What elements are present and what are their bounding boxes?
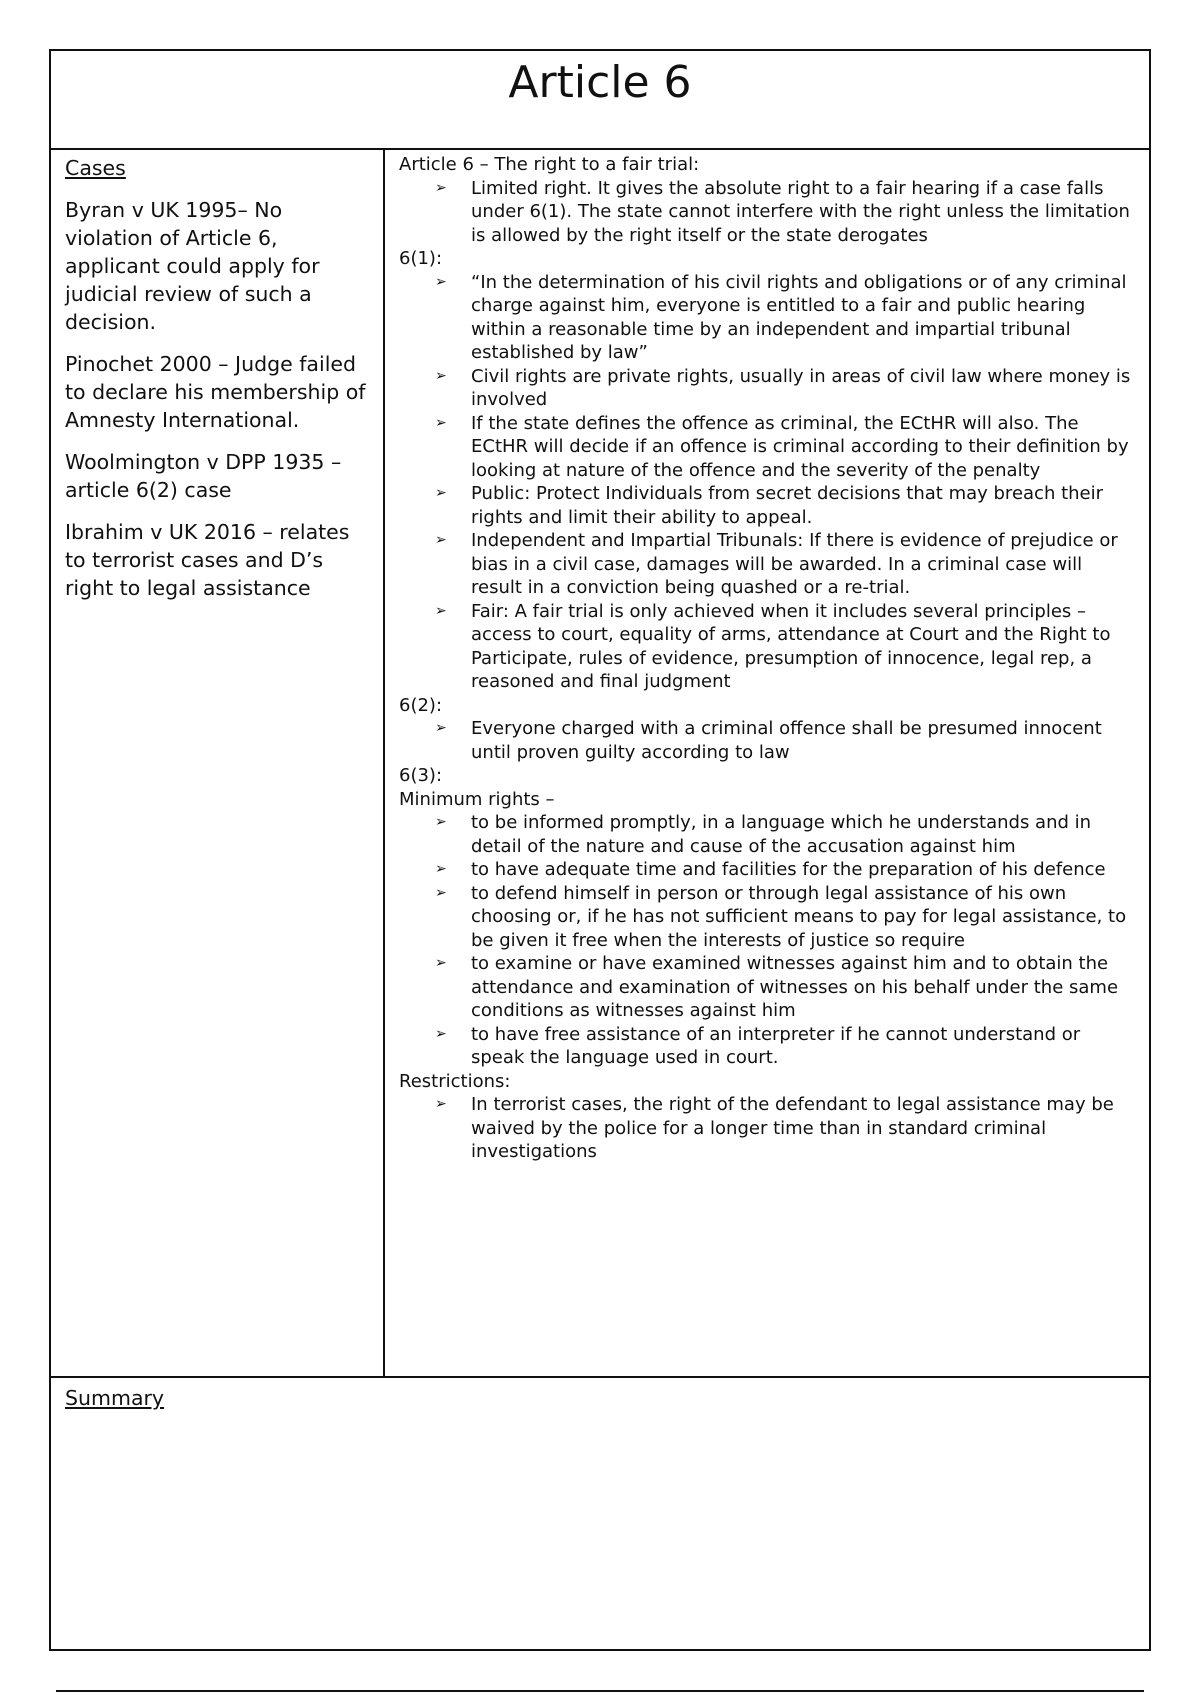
case-item: Pinochet 2000 – Judge failed to declare his membership of Amnesty International.	[65, 352, 366, 432]
case-item: Ibrahim v UK 2016 – relates to terrorist cases and D’s right to legal assistance	[65, 520, 350, 600]
list-item: ➢ Everyone charged with a criminal offence shall be presumed innocent until proven guilty according to law	[435, 718, 1102, 763]
page-title: Article 6	[508, 57, 692, 108]
list-item: ➢ to examine or have examined witnesses against him and to obtain the attendance and examination of witnesses on his behalf under the same conditions as witnesses against him	[435, 953, 1119, 1021]
list-item: ➢ Fair: A fair trial is only achieved when it includes several principles – access to court, equality of arms, attendance at Court and the Right to Participate, rules of evidence, presumption of innocence, legal rep, a reasoned and final judgment	[435, 600, 1111, 692]
notes-intro: Article 6 – The right to a fair trial:	[399, 154, 700, 175]
restrictions-label: Restrictions:	[399, 1070, 511, 1092]
restrictions-list	[399, 1093, 1135, 1164]
arrow-bullet-icon: ➢	[435, 861, 447, 877]
section-6-2-list	[399, 717, 1135, 764]
cases-heading: Cases	[65, 156, 126, 180]
list-item: ➢ If the state defines the offence as criminal, the ECtHR will also. The ECtHR will decide if an offence is criminal according to their definition by looking at nature of the offence and the severity of the penalty	[435, 412, 1129, 481]
list-item: ➢ Civil rights are private rights, usually in areas of civil law where money is involved	[435, 365, 1131, 410]
list-item: ➢ Public: Protect Individuals from secret decisions that may breach their rights and limit their ability to appeal.	[435, 483, 1104, 528]
arrow-bullet-icon: ➢	[435, 414, 447, 431]
summary-heading: Summary	[65, 1386, 165, 1410]
arrow-bullet-icon: ➢	[435, 179, 447, 196]
summary-section	[51, 1376, 1149, 1649]
footer-divider	[56, 1690, 1144, 1692]
arrow-bullet-icon: ➢	[435, 955, 447, 971]
arrow-bullet-icon: ➢	[435, 1096, 447, 1112]
arrow-bullet-icon: ➢	[435, 602, 447, 619]
notes-column	[385, 148, 1149, 1376]
arrow-bullet-icon: ➢	[435, 814, 447, 830]
list-item: ➢ Limited right. It gives the absolute right to a fair hearing if a case falls under 6(1). The state cannot interfere with the right unless the limitation is allowed by the right itself or the state derogates	[435, 177, 1130, 246]
section-6-1-list	[399, 271, 1135, 694]
arrow-bullet-icon: ➢	[435, 273, 447, 290]
case-item: Byran v UK 1995– No violation of Article 6, applicant could apply for judicial review of such a decision.	[65, 198, 320, 334]
section-6-3-list	[399, 811, 1135, 1070]
list-item: ➢ Independent and Impartial Tribunals: If there is evidence of prejudice or bias in a civil case, damages will be awarded. In a criminal case will result in a conviction being quashed or a re-trial.	[435, 530, 1118, 598]
title-row	[51, 51, 1149, 150]
section-6-3-label: 6(3):	[399, 765, 443, 786]
cases-column	[51, 148, 385, 1376]
arrow-bullet-icon: ➢	[435, 532, 447, 548]
arrow-bullet-icon: ➢	[435, 485, 447, 501]
intro-list	[399, 177, 1135, 248]
list-item: ➢ “In the determination of his civil rights and obligations or of any criminal charge against him, everyone is entitled to a fair and public hearing within a reasonable time by an independent and impartial tribunal established by law”	[435, 271, 1127, 363]
arrow-bullet-icon: ➢	[435, 720, 447, 736]
section-6-1-label: 6(1):	[399, 248, 443, 269]
arrow-bullet-icon: ➢	[435, 884, 447, 901]
list-item: ➢ to have free assistance of an interpreter if he cannot understand or speak the language used in court.	[435, 1023, 1081, 1068]
note-sheet	[49, 49, 1151, 1651]
minimum-rights-label: Minimum rights –	[399, 788, 555, 810]
arrow-bullet-icon: ➢	[435, 1025, 447, 1042]
case-item: Woolmington v DPP 1935 – article 6(2) case	[65, 450, 342, 502]
section-6-2-label: 6(2):	[399, 694, 443, 716]
arrow-bullet-icon: ➢	[435, 367, 447, 384]
list-item: ➢ to defend himself in person or through legal assistance of his own choosing or, if he has not sufficient means to pay for legal assistance, to be given it free when the interests of justice so require	[435, 882, 1127, 951]
list-item: ➢ to be informed promptly, in a language which he understands and in detail of the nature and cause of the accusation against him	[435, 812, 1092, 857]
list-item: ➢ In terrorist cases, the right of the defendant to legal assistance may be waived by the police for a longer time than in standard criminal investigations	[435, 1094, 1114, 1162]
list-item: ➢ to have adequate time and facilities for the preparation of his defence	[435, 859, 1106, 880]
